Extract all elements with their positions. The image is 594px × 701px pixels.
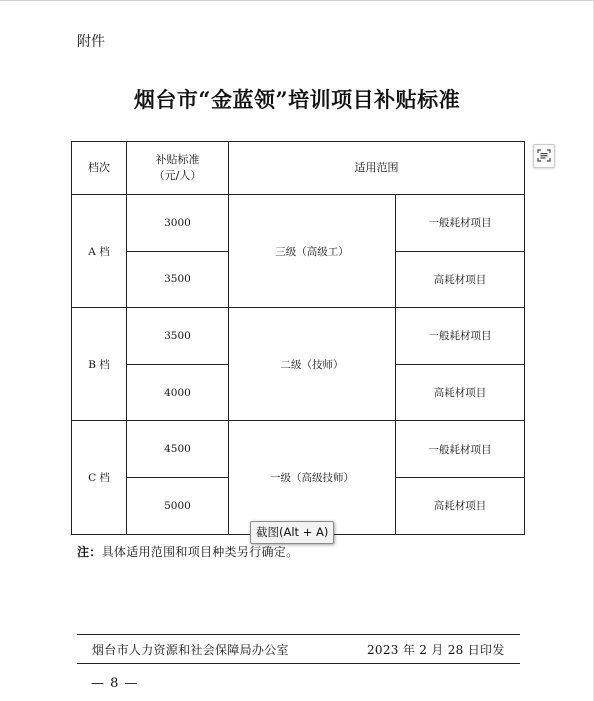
grade-cell: A 档	[72, 195, 127, 308]
table-row	[72, 195, 525, 252]
note	[77, 543, 298, 560]
note-label: 注：	[77, 545, 102, 559]
table-row	[72, 308, 525, 365]
amount-cell: 5000	[127, 477, 229, 534]
top-border	[0, 0, 594, 1]
amount-cell: 3500	[127, 308, 229, 365]
amount-cell: 4500	[127, 421, 229, 478]
note-text: 具体适用范围和项目种类另行确定。	[101, 545, 299, 559]
header-grade: 档次	[72, 142, 127, 195]
category-cell: 一般耗材项目	[396, 421, 525, 478]
category-cell: 高耗材项目	[396, 251, 525, 308]
footer-top-rule	[77, 634, 520, 635]
amount-cell: 3000	[127, 195, 229, 252]
header-scope: 适用范围	[229, 142, 525, 195]
document-title: 烟台市“金蓝领”培训项目补贴标准	[133, 87, 461, 112]
attachment-label: 附件	[77, 34, 105, 50]
table-header-row	[72, 142, 525, 195]
text-recognition-icon[interactable]	[533, 144, 555, 168]
level-cell: 二级（技师）	[229, 308, 396, 421]
subsidy-table	[71, 141, 525, 535]
text-recognition-glyph	[537, 149, 551, 162]
header-subsidy-line2: （元/人）	[153, 169, 202, 182]
level-cell: 三级（高级工）	[229, 195, 396, 308]
category-cell: 高耗材项目	[396, 364, 525, 421]
header-subsidy	[127, 142, 229, 195]
category-cell: 高耗材项目	[396, 477, 525, 534]
category-cell: 一般耗材项目	[396, 308, 525, 365]
footer-bottom-rule	[77, 663, 520, 664]
amount-cell: 3500	[127, 251, 229, 308]
header-subsidy-line1: 补贴标准	[155, 153, 200, 166]
category-cell: 一般耗材项目	[396, 195, 525, 252]
table-row	[72, 421, 525, 478]
screenshot-tooltip: 截图(Alt + A)	[250, 521, 334, 544]
page-number: — 8 —	[91, 676, 139, 691]
issuer: 烟台市人力资源和社会保障局办公室	[92, 643, 289, 657]
issue-date: 2023 年 2 月 28 日印发	[367, 643, 505, 657]
amount-cell: 4000	[127, 364, 229, 421]
level-cell: 一级（高级技师）	[229, 421, 396, 534]
grade-cell: C 档	[72, 421, 127, 534]
grade-cell: B 档	[72, 308, 127, 421]
